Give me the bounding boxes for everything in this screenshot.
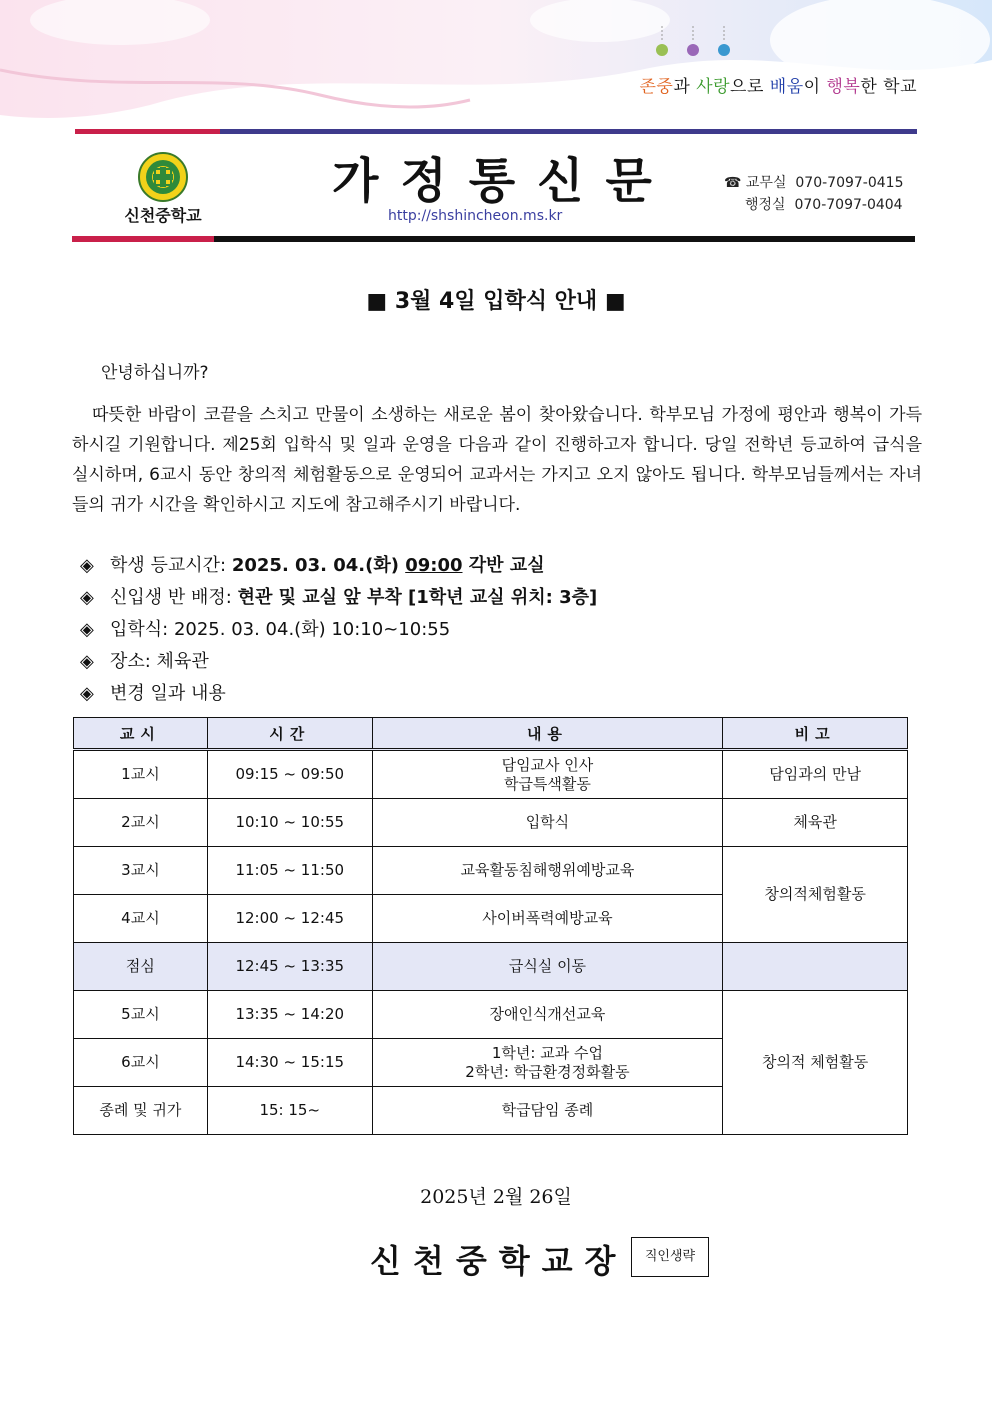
- content-cell: 1학년: 교과 수업 2학년: 학급환경정화활동: [372, 1039, 723, 1087]
- period-cell: 6교시: [74, 1039, 208, 1087]
- period-cell: 2교시: [74, 799, 208, 847]
- issue-date: 2025년 2월 26일: [420, 1186, 572, 1208]
- table-row: [74, 991, 908, 1039]
- masthead-bottom-rule: [72, 236, 915, 242]
- list-item: ◈ 학생 등교시간: 2025. 03. 04.(화) 09:00 각반 교실: [80, 551, 930, 583]
- column-header: 내용: [372, 718, 723, 750]
- seal-omitted-box: 직인생략: [631, 1237, 709, 1277]
- time-cell: 13:35 ~ 14:20: [207, 991, 372, 1039]
- list-item: ◈ 장소: 체육관: [80, 647, 930, 679]
- note-cell: 체육관: [723, 799, 908, 847]
- time-cell: 14:30 ~ 15:15: [207, 1039, 372, 1087]
- time-cell: 09:15 ~ 09:50: [207, 750, 372, 799]
- note-cell: 창의적체험활동: [723, 847, 908, 943]
- note-cell: 담임과의 만남: [723, 750, 908, 799]
- period-cell: 1교시: [74, 750, 208, 799]
- diamond-bullet-icon: ◈: [80, 619, 94, 640]
- contact-row: ☎ 교무실 070-7097-0415: [724, 175, 904, 191]
- column-header: 비고: [723, 718, 908, 750]
- column-header: 교시: [74, 718, 208, 750]
- table-header-row: [74, 718, 908, 750]
- note-cell: [723, 943, 908, 991]
- table-row: [74, 847, 908, 895]
- note-cell: 창의적 체험활동: [723, 991, 908, 1135]
- principal-signature: 신천중학교장: [370, 1242, 628, 1280]
- column-header: 시간: [207, 718, 372, 750]
- content-cell: 담임교사 인사 학급특색활동: [372, 750, 723, 799]
- masthead-title: 가정통신문: [332, 153, 674, 209]
- content-cell: 급식실 이동: [372, 943, 723, 991]
- masthead-top-rule: [75, 129, 917, 134]
- content-cell: 입학식: [372, 799, 723, 847]
- header-decoration: [0, 0, 992, 140]
- content-cell: 학급담임 종례: [372, 1087, 723, 1135]
- school-motto: 존중과 사랑으로 배움이 행복한 학교: [639, 77, 917, 97]
- diamond-bullet-icon: ◈: [80, 555, 94, 576]
- content-cell: 장애인식개선교육: [372, 991, 723, 1039]
- period-cell: 5교시: [74, 991, 208, 1039]
- list-item: ◈ 입학식: 2025. 03. 04.(화) 10:10~10:55: [80, 615, 930, 647]
- time-cell: 10:10 ~ 10:55: [207, 799, 372, 847]
- period-cell: 점심: [74, 943, 208, 991]
- time-cell: 15: 15~: [207, 1087, 372, 1135]
- list-item: ◈ 변경 일과 내용: [80, 679, 930, 711]
- time-cell: 12:00 ~ 12:45: [207, 895, 372, 943]
- diamond-bullet-icon: ◈: [80, 587, 94, 608]
- period-cell: 3교시: [74, 847, 208, 895]
- info-list: [80, 551, 930, 711]
- school-emblem-icon: [138, 152, 188, 202]
- time-cell: 12:45 ~ 13:35: [207, 943, 372, 991]
- period-cell: 4교시: [74, 895, 208, 943]
- content-cell: 교육활동침해행위예방교육: [372, 847, 723, 895]
- list-item: ◈ 신입생 반 배정: 현관 및 교실 앞 부착 [1학년 교실 위치: 3층]: [80, 583, 930, 615]
- decorative-dots: [648, 24, 738, 64]
- notice-title: ■ 3월 4일 입학식 안내 ■: [366, 289, 626, 314]
- diamond-bullet-icon: ◈: [80, 651, 94, 672]
- school-name: 신천중학교: [124, 206, 202, 225]
- time-cell: 11:05 ~ 11:50: [207, 847, 372, 895]
- table-row: [74, 799, 908, 847]
- content-cell: 사이버폭력예방교육: [372, 895, 723, 943]
- contact-info: [724, 172, 903, 216]
- school-url-link[interactable]: http://shshincheon.ms.kr: [388, 208, 563, 224]
- greeting: 안녕하십니까?: [101, 363, 209, 383]
- contact-row: 행정실 070-7097-0404: [745, 197, 903, 213]
- period-cell: 종례 및 귀가: [74, 1087, 208, 1135]
- diamond-bullet-icon: ◈: [80, 683, 94, 704]
- table-row: [74, 750, 908, 799]
- notice-body: 따뜻한 바람이 코끝을 스치고 만물이 소생하는 새로운 봄이 찾아왔습니다. 학부모님 가정에 평안과 행복이 가득하시길 기원합니다. 제25회 입학식 및 일과 운영을 다음과 같이 진행하고자 합니다. 당일 전학년 등교하여 급식을 실시하며, 6교시 동안 창의적 체험활동으로 운영되어 교과서는 가지고 오지 않아도 됩니다. 학부모님들께서는 자녀들의 귀가 시간을 확인하시고 지도에 참고해주시기 바랍니다.: [72, 405, 922, 515]
- phone-icon: ☎: [724, 175, 742, 191]
- schedule-table: [73, 717, 908, 1135]
- table-row-lunch: [74, 943, 908, 991]
